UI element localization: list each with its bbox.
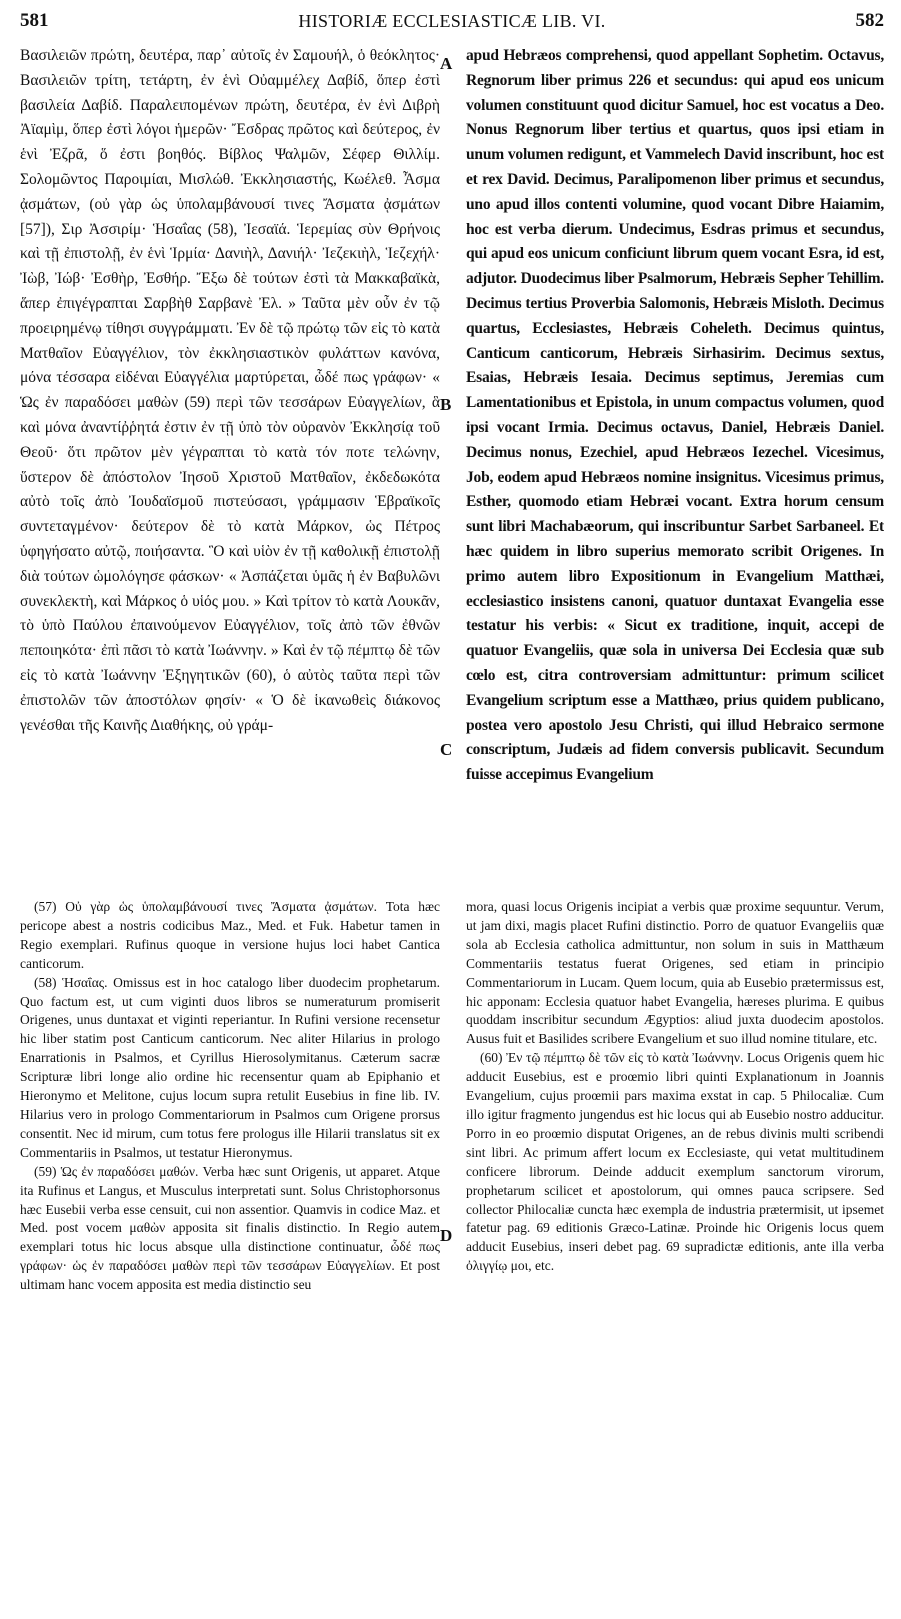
page-number-right: 582 (855, 10, 884, 31)
footnote-59: (59) Ὡς ἐν παραδόσει μαθών. Verba hæc sunt Origenis, ut apparet. Atque ita Rufinus et Langus, et Musculus interpretati sunt. Solus Christophorsonus hæc Eusebii verba esse censuit, cui non assentior. Quamvis in codice Maz. et Med. post vocem μαθὼν apposita sit finalis distinctio. In Regio autem exemplari totus hic locus absque ulla distinctione continuatur, ὧδέ πως γράφων· ὡς ἐν παραδόσει μαθὼν περὶ τῶν τεσσάρων Εὐαγγελίων. Et post ultimam hanc vocem apposita est media distinctio seu (20, 1163, 440, 1293)
footnote-59-continued: mora, quasi locus Origenis incipiat a verbis quæ proxime sequuntur. Verum, ut jam dixi, magis placet Rufini distinctio. Porro de quatuor Evangeliis quæ sola ab Ecclesia catholica admittuntur, non solum in suis in Matthæum Commentariis testatus fuerat Origenes, sed etiam in principio Commentariorum in Lucam. Quem locum, quia ab Eusebio prætermissus est, hic apponam: Ecclesia quatuor habet Evangelia, hæreses plurima. E quibus quoddam inscribitur secundum Ægyptios: aliud juxta duodecim apostolos. Ausus fuit et Basilides scribere Evangelium et suo illud nomine titulare, etc. (466, 899, 884, 1047)
latin-text: apud Hebræos comprehensi, quod appellant Sophetim. Octavus, Regnorum liber primus 226 et secundus: qui apud eos unicum volumen constituunt quod dicitur Samuel, hoc est vocatus a Deo. Nonus Regnorum liber tertius et quartus, quos ipsi etiam in unum volumen redigunt, et Vammelech David inscribunt, hoc est et rex David. Decimus, Paralipomenon liber primus et secundus, uno apud illos contenti volumine, quod vocant Dibre Haiamim, hoc est verba dierum. Undecimus, Esdras primus et secundus, qui apud eos unicum conficiunt librum quem vocant Esra, id est, adjutor. Duodecimus liber Psalmorum, Hebræis Sepher Tehillim. Decimus tertius Proverbia Salomonis, Hebræis Misloth. Decimus quartus, Ecclesiastes, Hebræis Coheleth. Decimus quintus, Canticum canticorum, Hebræis Sirhasirim. Decimus sextus, Esaias, Hebræis Iesaia. Decimus septimus, Jeremias cum Lamentationibus et Epistola, in unum compactus volumen, quod ipsi vocant Irmia. Decimus octavus, Daniel, Hebræis Daniel. Decimus nonus, Ezechiel, apud Hebræos Iezechel. Vicesimus, Job, eodem apud Hebræos nomine insignitus. Vicesimus primus, Esther, quomodo etiam Hebræi vocant. Extra horum censum sunt libri Machabæorum, qui inscribuntur Sarbet Sarbaneel. Et hæc quidem in libro superius memorato scribit Origenes. In primo autem libro Expositionum in Evangelium Matthæi, ecclesiastico insistens canoni, quatuor duntaxat Evangelia esse testatur his verbis: « Sicut ex traditione, inquit, accepi de quatuor Evangeliis, quæ sola in universa Dei Ecclesia quæ sub cœlo est, citra controversiam admittuntur: primum scilicet Evangelium scriptum esse a Matthæo, prius quidem publicano, postea vero apostolo Jesu Christi, qui illud Hebraico sermone conscriptum, Judæis ad fidem conversis publicavit. Secundum fuisse accepimus Evangelium (466, 47, 884, 784)
running-header (20, 10, 884, 36)
page-number-left: 581 (20, 10, 49, 31)
greek-text-column (20, 44, 440, 882)
latin-text-column (466, 44, 884, 882)
footnotes-right-column (466, 898, 884, 1598)
greek-text: Βασιλειῶν πρώτη, δευτέρα, παρ᾽ αὐτοῖς ἐν Σαμουήλ, ὁ θεόκλητος· Βασιλειῶν τρίτη, τετάρτη, ἐν ἑνὶ Οὐαμμέλεχ Δαβίδ, ὅπερ ἐστὶ βασιλεία Δαβίδ. Παραλειπομένων πρώτη, δευτέρα, ἐν ἑνὶ Διβρὴ Ἀϊαμὶμ, ὅπερ ἐστὶ λόγοι ἡμερῶν· Ἔσδρας πρῶτος καὶ δεύτερος, ἐν ἑνὶ Ἐζρᾶ, ὅ ἐστι βοηθός. Βίβλος Ψαλμῶν, Σέφερ Θιλλίμ. Σολομῶντος Παροιμίαι, Μισλώθ. Ἐκκλησιαστής, Κωέλεθ. Ἆσμα ᾀσμάτων, (οὐ γὰρ ὡς ὑπολαμβάνουσί τινες Ἄσματα ᾀσμάτων [57]), Σιρ Ἀσσιρίμ· Ἡσαΐας (58), Ἰεσαϊά. Ἱερεμίας σὺν Θρήνοις καὶ τῇ ἐπιστολῇ, ἐν ἑνὶ Ἱρμία· Δανιὴλ, Δανιήλ· Ἰεζεκιὴλ, Ἱεζεχήλ· Ἰὼβ, Ἰώβ· Ἐσθὴρ, Ἐσθήρ. Ἔξω δὲ τούτων ἐστὶ τὰ Μακκαβαϊκὰ, ἅπερ ἐπιγέγραπται Σαρβὴθ Σαρβανὲ Ἐλ. » Ταῦτα μὲν οὖν ἐν τῷ προειρημένῳ τίθησι συγγράμματι. Ἐν δὲ τῷ πρώτῳ τῶν εἰς τὸ κατὰ Ματθαῖον Εὐαγγέλιον, τὸν ἐκκλησιαστικὸν φυλάττων κανόνα, μόνα τέσσαρα εἰδέναι Εὐαγγέλια μαρτύρεται, ὧδέ πως γράφων· « Ὡς ἐν παραδόσει μαθὼν (59) περὶ τῶν τεσσάρων Εὐαγγελίων, ἃ καὶ μόνα ἀναντίῤῥητά ἐστιν ἐν τῇ ὑπὸ τὸν οὐρανὸν Ἐκκλησίᾳ τοῦ Θεοῦ· ὅτι πρῶτον μὲν γέγραπται τὸ κατὰ τόν ποτε τελώνην, ὕστερον δὲ ἀπόστολον Ἰησοῦ Χριστοῦ Ματθαῖον, ἐκδεδωκότα αὐτὸ τοῖς ἀπὸ Ἰουδαϊσμοῦ πιστεύσασι, γράμμασιν Ἑβραϊκοῖς συντεταγμένον· δεύτερον δὲ τὸ κατὰ Μάρκον, ὡς Πέτρος ὑφηγήσατο αὐτῷ, ποιήσαντα. Ὃ καὶ υἱὸν ἐν τῇ καθολικῇ ἐπιστολῇ διὰ τούτων ὡμολόγησε φάσκων· « Ἀσπάζεται ὑμᾶς ἡ ἐν Βαβυλῶνι συνεκλεκτὴ, καὶ Μάρκος ὁ υἱός μου. » Καὶ τρίτον τὸ κατὰ Λουκᾶν, τὸ ὑπὸ Παύλου ἐπαινούμενον Εὐαγγέλιον, τοῖς ἀπὸ τῶν ἐθνῶν πεποιηκότα· ἐπὶ πᾶσι τὸ κατὰ Ἰωάννην. » Καὶ ἐν τῷ πέμπτῳ δὲ τῶν εἰς τὸ κατὰ Ἰωάννην Ἐξηγητικῶν (60), ὁ αὐτὸς ταῦτα περὶ τῶν ἐπιστολῶν τῶν ἀποστόλων φησίν· « Ὁ δὲ ἱκανωθεὶς διάκονος γενέσθαι τῆς Καινῆς Διαθήκης, οὐ γράμ- (20, 47, 440, 734)
section-mark-b: B (440, 395, 452, 414)
section-mark-c: C (440, 740, 453, 759)
footnote-58: (58) Ἡσαΐας. Omissus est in hoc catalogo liber duodecim prophetarum. Quo factum est, ut cum viginti duos libros se numeraturum promiserit Origenes, unus duntaxat et viginti reperiantur. In Rufini versione recensetur hic liber statim post Canticum canticorum. Nec aliter Hilarius in prologo Enarrationis in Psalmos, et Cyrillus Hierosolymitanus. Cæterum sacræ Scripturæ libri longe alio ordine hic recensentur quam ab Epiphanio et Hieronymo et Melitone, cujus locum supra retulit Eusebius in fine lib. IV. Hilarius vero in prologo Commentariorum in Psalmos cum Origene prorsus consentit. Nec id mirum, cum totus fere prologus ille Hilarii translatus sit ex Commentariis in Psalmos, ut testatur Hieronymus. (20, 974, 440, 1160)
footnotes-left-column (20, 898, 440, 1598)
running-title: HISTORIÆ ECCLESIASTICÆ LIB. VI. (298, 11, 606, 31)
footnote-60: (60) Ἐν τῷ πέμπτῳ δὲ τῶν εἰς τὸ κατὰ Ἰωάννην. Locus Origenis quem hic adducit Eusebius, est e proœmio libri quinti Explanationum in Joannis Evangelium, cujus proœmii pars maxima exstat in cap. 5 Philocaliæ. Cum illo igitur fragmento jungendus est hic locus qui ab Eusebio nostro adducitur. Porro in eo proœmio disputat Origenes, an de rebus divinis multi scribendi sint libri. Ac primum affert locum ex Ecclesiaste, qui vetat multitudinem conficere librorum. Deinde adducit exemplum sanctorum virorum, prophetarum scilicet et apostolorum, qui omnes pauca scripsere. Sed collector Philocaliæ cuncta hæc exempla de industria prætermisit, ut ipsemet fatetur pag. 69 editionis Græco-Latinæ. Proinde hic Origenis locus quem adducit Eusebius, inseri debet pag. 69 supradictæ editionis, ante illa verba ὀλιγγίῳ μοι, etc. (466, 1050, 884, 1274)
section-mark-d: D (440, 1226, 453, 1245)
section-mark-a: A (440, 54, 453, 73)
footnote-57: (57) Οὐ γὰρ ὡς ὑπολαμβάνουσί τινες Ἄσματα ᾀσμάτων. Tota hæc pericope abest a nostris codicibus Maz., Med. et Fuk. Habetur tamen in Regio exemplari. Rufinus quoque in versione hujus loci habet Cantica canticorum. (20, 899, 440, 971)
